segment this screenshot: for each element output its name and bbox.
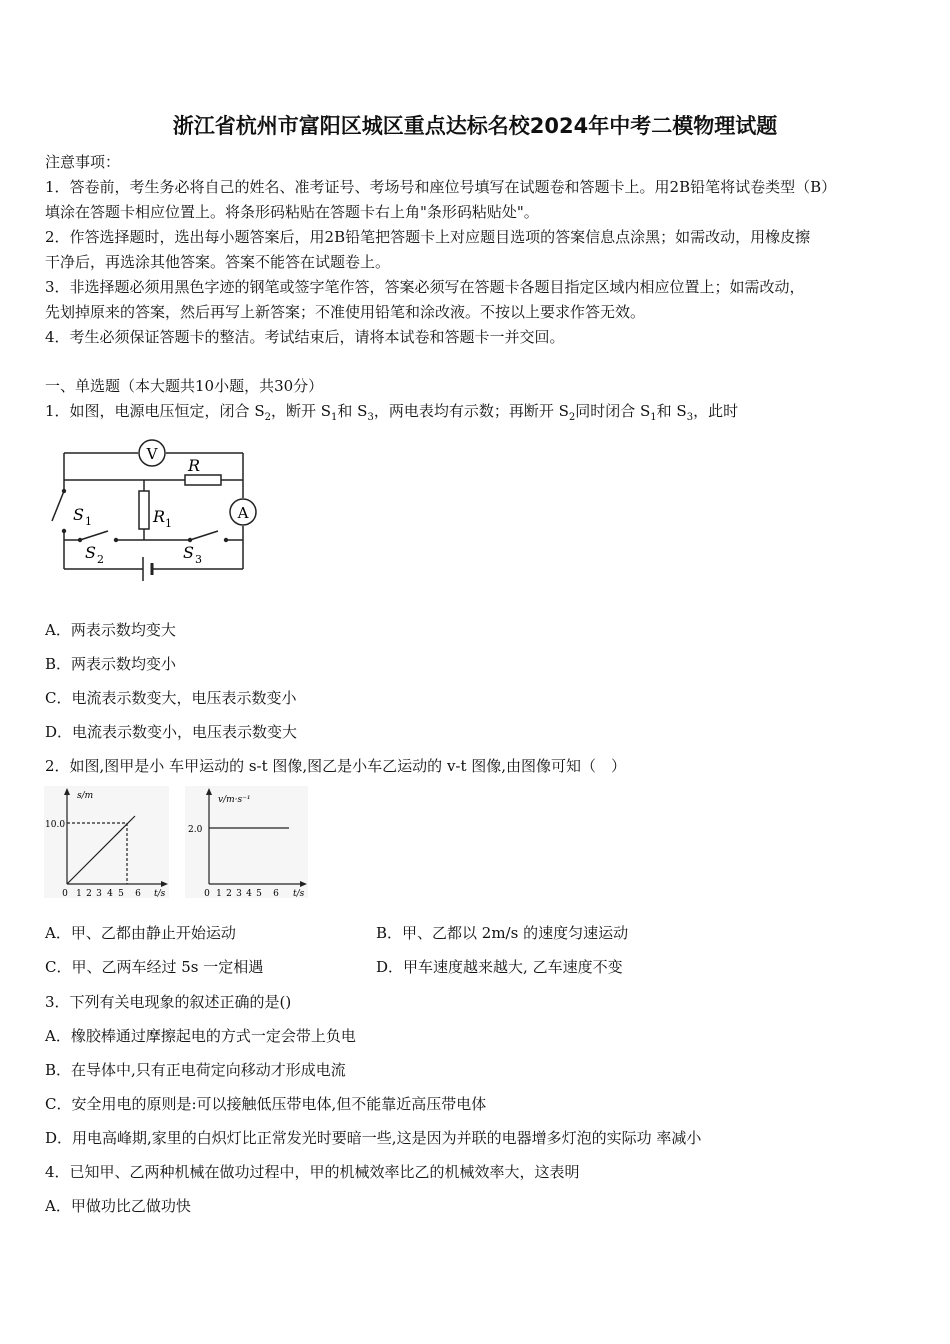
graph-v-t xyxy=(185,786,308,898)
notice-line: 2．作答选择题时，选出每小题答案后，用2B铅笔把答题卡上对应题目选项的答案信息点涂黑；如需改动，用橡皮擦 xyxy=(45,228,811,246)
q2-option-d: D．甲车速度越来越大, 乙车速度不变 xyxy=(376,958,623,976)
notice-line: 4．考生必须保证答题卡的整洁。考试结束后，请将本试卷和答题卡一并交回。 xyxy=(45,328,565,346)
svg-text:t/s: t/s xyxy=(293,889,305,898)
notice-line: 填涂在答题卡相应位置上。将条形码粘贴在答题卡右上角"条形码粘贴处"。 xyxy=(45,203,539,221)
svg-text:v/m·s⁻¹: v/m·s⁻¹ xyxy=(218,795,251,805)
svg-text:0: 0 xyxy=(62,889,68,898)
section-heading: 一、单选题（本大题共10小题，共30分） xyxy=(45,377,324,395)
svg-text:0: 0 xyxy=(204,889,210,898)
page-title: 浙江省杭州市富阳区城区重点达标名校2024年中考二模物理试题 xyxy=(172,114,778,138)
q3-option-a: A．橡胶棒通过摩擦起电的方式一定会带上负电 xyxy=(45,1027,356,1045)
q1-option-a: A．两表示数均变大 xyxy=(45,621,176,639)
svg-text:4: 4 xyxy=(107,889,113,898)
graph-s-t xyxy=(44,786,169,898)
question-3-text: 3．下列有关电现象的叙述正确的是() xyxy=(45,993,292,1011)
switch-s3-blade xyxy=(190,531,218,540)
label-r: R xyxy=(188,456,201,475)
svg-text:10.0: 10.0 xyxy=(45,820,66,830)
svg-text:3: 3 xyxy=(96,889,102,898)
svg-text:t/s: t/s xyxy=(154,889,166,898)
svg-text:s/m: s/m xyxy=(77,791,94,801)
label-r1: R xyxy=(153,507,166,526)
q2-option-a: A．甲、乙都由静止开始运动 xyxy=(45,924,236,942)
label-s1: S xyxy=(73,505,84,524)
resistor-r1 xyxy=(139,491,149,529)
label-s2: S xyxy=(85,543,96,562)
svg-text:A: A xyxy=(237,504,249,522)
q2-option-b: B．甲、乙都以 2m/s 的速度匀速运动 xyxy=(376,924,629,942)
q1-option-b: B．两表示数均变小 xyxy=(45,655,177,673)
notice-line: 3．非选择题必须用黑色字迹的钢笔或签字笔作答，答案必须写在答题卡各题目指定区域内相应位置上；如需改动， xyxy=(45,278,805,296)
svg-text:6: 6 xyxy=(135,889,141,898)
svg-text:6: 6 xyxy=(273,889,279,898)
svg-text:2: 2 xyxy=(226,889,232,898)
svg-text:1: 1 xyxy=(165,517,172,530)
circuit-diagram xyxy=(40,433,270,583)
svg-text:2: 2 xyxy=(86,889,92,898)
svg-text:4: 4 xyxy=(246,889,252,898)
svg-text:2.0: 2.0 xyxy=(188,825,203,835)
notice-line: 1．答卷前，考生务必将自己的姓名、准考证号、考场号和座位号填写在试题卷和答题卡上。用2B铅笔将试卷类型（B） xyxy=(45,178,837,196)
notice-heading: 注意事项： xyxy=(45,153,121,171)
q3-option-b: B．在导体中,只有正电荷定向移动才形成电流 xyxy=(45,1061,346,1079)
q3-option-c: C．安全用电的原则是:可以接触低压带电体,但不能靠近高压带电体 xyxy=(45,1095,487,1113)
q1-option-c: C．电流表示数变大，电压表示数变小 xyxy=(45,689,297,707)
question-1-text: 1．如图，电源电压恒定，闭合 $S_2$，断开 $S_1$和 $S_3$，两电表均有示数；再断开 $S_2$同时闭合 $S_1$和 $S_3$，此时 xyxy=(45,402,739,423)
svg-text:3: 3 xyxy=(236,889,242,898)
resistor-r xyxy=(185,475,221,485)
svg-text:2: 2 xyxy=(97,553,104,566)
label-s3: S xyxy=(183,543,194,562)
notice-line: 先划掉原来的答案，然后再写上新答案；不准使用铅笔和涂改液。不按以上要求作答无效。 xyxy=(45,303,646,321)
svg-text:1: 1 xyxy=(76,889,82,898)
svg-text:3: 3 xyxy=(195,553,202,566)
switch-s2-blade xyxy=(80,531,108,540)
q2-option-c: C．甲、乙两车经过 5s 一定相遇 xyxy=(45,958,264,976)
svg-text:5: 5 xyxy=(118,889,124,898)
q4-option-a: A．甲做功比乙做功快 xyxy=(45,1197,191,1215)
notice-line: 干净后，再选涂其他答案。答案不能答在试题卷上。 xyxy=(45,253,391,271)
svg-text:1: 1 xyxy=(216,889,222,898)
svg-text:1: 1 xyxy=(85,515,92,528)
question-4-text: 4．已知甲、乙两种机械在做功过程中，甲的机械效率比乙的机械效率大，这表明 xyxy=(45,1163,580,1181)
svg-text:V: V xyxy=(146,445,158,463)
svg-text:5: 5 xyxy=(256,889,262,898)
switch-s1-blade xyxy=(52,491,64,521)
question-2-text: 2．如图,图甲是小 车甲运动的 s-t 图像,图乙是小车乙运动的 v-t 图像,由图像可知（ ） xyxy=(45,757,627,775)
q3-option-d: D．用电高峰期,家里的白炽灯比正常发光时要暗一些,这是因为并联的电器增多灯泡的实际功 率减小 xyxy=(45,1129,702,1147)
q1-option-d: D．电流表示数变小，电压表示数变大 xyxy=(45,723,298,741)
